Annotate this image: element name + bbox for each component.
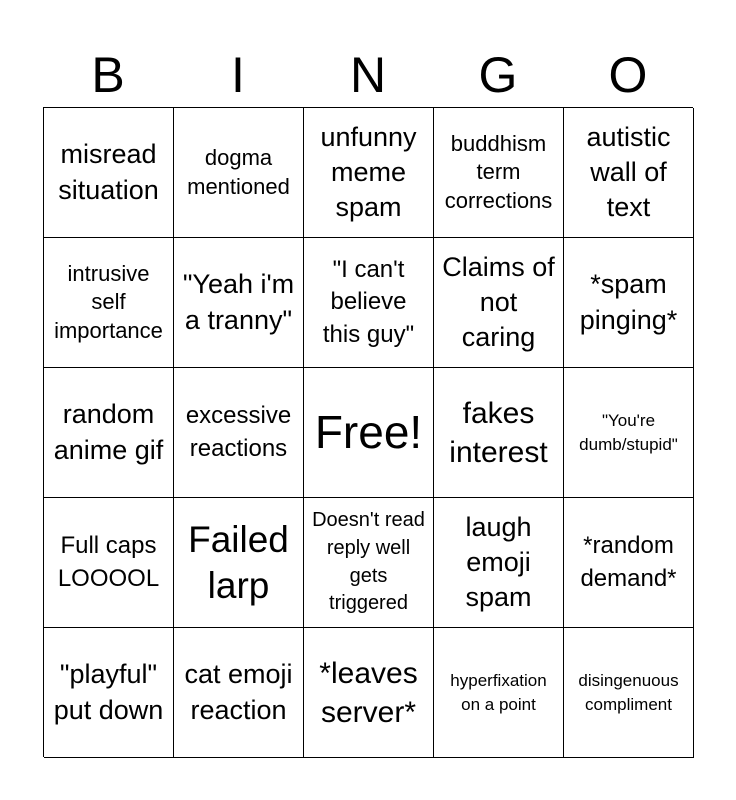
bingo-cell-r5-c5[interactable]: [564, 628, 694, 758]
bingo-cell-label: *leaves server*: [319, 656, 418, 729]
bingo-cell-r2-c4[interactable]: [434, 238, 564, 368]
bingo-cell-label: Full caps LOOOOL: [57, 532, 160, 592]
header-letter-b: B: [91, 47, 125, 103]
bingo-cell-r1-c1[interactable]: [44, 108, 174, 238]
bingo-cell-r4-c3[interactable]: [304, 498, 434, 628]
bingo-cell-label: buddhism term corrections: [444, 130, 553, 213]
bingo-cell-label: laugh emoji spam: [465, 511, 532, 613]
bingo-cell-r3-c5[interactable]: [564, 368, 694, 498]
bingo-cell-r4-c4[interactable]: [434, 498, 564, 628]
bingo-cell-label: "I can't believe this guy": [322, 255, 415, 348]
bingo-cell-r2-c5[interactable]: [564, 238, 694, 368]
bingo-cell-label: Claims of not caring: [442, 251, 555, 353]
bingo-cell-r5-c4[interactable]: [434, 628, 564, 758]
bingo-cell-label: misread situation: [58, 139, 159, 205]
bingo-cell-r1-c5[interactable]: [564, 108, 694, 238]
bingo-cell-r3-c2[interactable]: [174, 368, 304, 498]
bingo-cell-r2-c1[interactable]: [44, 238, 174, 368]
bingo-cell-label: autistic wall of text: [586, 121, 671, 223]
bingo-cell-label: fakes interest: [449, 396, 548, 469]
bingo-cell-label: "playful" put down: [53, 659, 164, 725]
bingo-cell-label: hyperfixation on a point: [450, 670, 547, 714]
bingo-cell-r3-c4[interactable]: [434, 368, 564, 498]
bingo-cell-r2-c2[interactable]: [174, 238, 304, 368]
bingo-cell-label: intrusive self importance: [54, 260, 163, 343]
header-letter-o: O: [608, 47, 648, 103]
bingo-cell-r5-c2[interactable]: [174, 628, 304, 758]
bingo-card-grid: [43, 107, 693, 757]
bingo-cell-label: *random demand*: [580, 532, 677, 592]
bingo-cell-label: *spam pinging*: [579, 269, 678, 335]
bingo-cell-label: Failed larp: [188, 519, 289, 606]
bingo-cell-label: Doesn't read reply well gets triggered: [312, 509, 425, 615]
header-letter-n: N: [349, 47, 387, 103]
bingo-cell-label: cat emoji reaction: [184, 659, 293, 725]
bingo-cell-label: Free!: [314, 406, 423, 459]
bingo-cell-r4-c1[interactable]: [44, 498, 174, 628]
bingo-cell-r1-c4[interactable]: [434, 108, 564, 238]
bingo-cell-label: disingenuous compliment: [578, 670, 679, 714]
bingo-cell-label: random anime gif: [53, 399, 164, 465]
bingo-cell-r4-c2[interactable]: [174, 498, 304, 628]
bingo-free-space[interactable]: [304, 368, 434, 498]
bingo-cell-r4-c5[interactable]: [564, 498, 694, 628]
bingo-cell-label: excessive reactions: [185, 402, 292, 462]
bingo-cell-label: unfunny meme spam: [320, 121, 417, 223]
bingo-cell-label: "You're dumb/stupid": [579, 410, 678, 454]
bingo-cell-r1-c3[interactable]: [304, 108, 434, 238]
bingo-header: [43, 42, 693, 108]
bingo-cell-r5-c1[interactable]: [44, 628, 174, 758]
header-letter-g: G: [478, 47, 518, 103]
bingo-cell-label: "Yeah i'm a tranny": [182, 269, 295, 335]
header-letter-i: I: [231, 47, 245, 103]
bingo-cell-r3-c1[interactable]: [44, 368, 174, 498]
bingo-cell-r5-c3[interactable]: [304, 628, 434, 758]
bingo-cell-label: dogma mentioned: [187, 144, 290, 199]
bingo-cell-r2-c3[interactable]: [304, 238, 434, 368]
bingo-cell-r1-c2[interactable]: [174, 108, 304, 238]
